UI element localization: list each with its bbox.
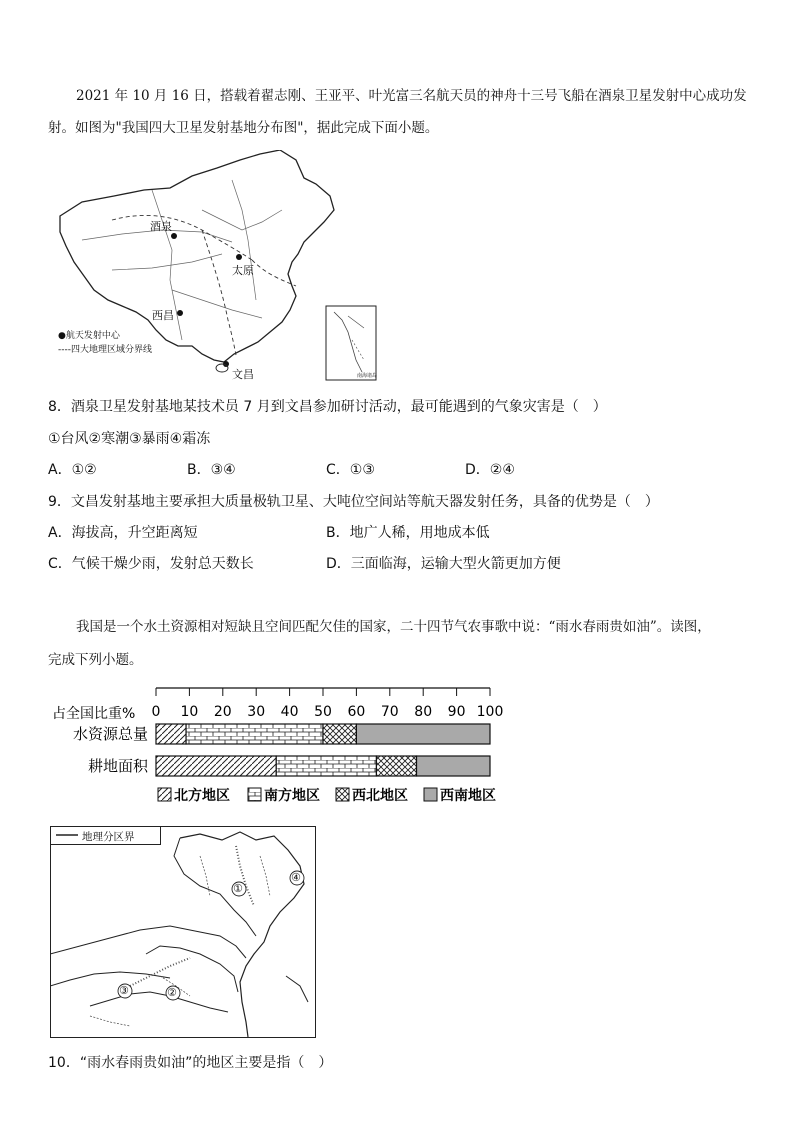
- chart-tick-label: 10: [180, 704, 199, 720]
- chart-tick-label: 40: [280, 704, 299, 720]
- chart-legend-swatch: [158, 788, 171, 801]
- region-map: [50, 826, 316, 1038]
- chart-x-axis-label: 占全国比重%: [52, 706, 136, 722]
- chart-tick-label: 30: [247, 704, 266, 720]
- chart-category-label: 水资源总量: [72, 725, 148, 743]
- passage2-line1: 我国是一个水土资源相对短缺且空间匹配欠佳的国家，二十四节气农事歌中说：“雨水春雨贵如油”。读图，: [76, 619, 711, 635]
- q8-option-a[interactable]: A．①②: [48, 462, 97, 478]
- q8-option-b[interactable]: B．③④: [187, 462, 236, 478]
- chart-bar-segment: [376, 756, 416, 776]
- q9-option-c[interactable]: C．气候干燥少雨，发射总天数长: [48, 556, 254, 572]
- chart-legend-label: 北方地区: [174, 788, 230, 804]
- region-3-label: ③: [119, 984, 129, 997]
- chart-bar-segment: [156, 756, 276, 776]
- chart-legend-label: 西南地区: [440, 788, 496, 804]
- region-4-label: ④: [291, 871, 301, 884]
- q9-option-a[interactable]: A．海拔高，升空距离短: [48, 525, 198, 541]
- chart-legend-swatch: [248, 788, 261, 801]
- chart-tick-label: 50: [314, 704, 332, 720]
- region-2-label: ②: [167, 986, 177, 999]
- chart-tick-label: 70: [380, 704, 399, 720]
- region-map-svg: [50, 826, 316, 1038]
- city-label-xichang: 西昌: [152, 309, 174, 322]
- q9-option-d[interactable]: D．三面临海，运输大型火箭更加方便: [326, 556, 561, 572]
- chart-bar-segment: [156, 724, 186, 744]
- chart-bar-segment: [356, 724, 490, 744]
- chart-bar-segment: [417, 756, 490, 776]
- chart-legend-swatch: [336, 788, 349, 801]
- chart-bar-segment: [186, 724, 323, 744]
- map1-legend-center: ●航天发射中心: [58, 331, 120, 341]
- q9-option-b[interactable]: B．地广人稀，用地成本低: [326, 525, 490, 541]
- chart-bar-segment: [276, 756, 376, 776]
- passage1-line1: 2021 年 10 月 16 日，搭载着翟志刚、王亚平、叶光富三名航天员的神舟十三号飞船在酒泉卫星发射中心成功发: [76, 88, 747, 104]
- chart-bar-segment: [323, 724, 356, 744]
- region-1-label: ①: [233, 882, 243, 895]
- q10-stem: 10．“雨水春雨贵如油”的地区主要是指（ ）: [48, 1055, 333, 1071]
- q8-option-c[interactable]: C．①③: [326, 462, 375, 478]
- chart-legend-label: 西北地区: [352, 788, 408, 804]
- taiyuan-dot: [236, 254, 242, 260]
- chart-category-label: 耕地面积: [87, 757, 148, 775]
- chart-tick-label: 90: [447, 704, 466, 720]
- q8-items: ①台风②寒潮③暴雨④霜冻: [48, 431, 211, 447]
- q8-option-d[interactable]: D．②④: [465, 462, 515, 478]
- map2-legend: 地理分区界: [82, 831, 135, 843]
- chart-legend-swatch: [424, 788, 437, 801]
- q9-stem: 9．文昌发射基地主要承担大质量极轨卫星、大吨位空间站等航天器发射任务，具备的优势是（ ）: [48, 494, 659, 510]
- passage2-line2: 完成下列小题。: [48, 652, 143, 668]
- chart-tick-label: 100: [476, 704, 504, 720]
- xichang-dot: [177, 310, 183, 316]
- chart-tick-label: 0: [151, 704, 161, 720]
- map1-legend-boundary: ----四大地理区域分界线: [58, 345, 152, 355]
- launch-base-map: [52, 150, 382, 385]
- q8-stem: 8．酒泉卫星发射基地某技术员 7 月到文昌参加研讨活动，最可能遇到的气象灾害是（ ）: [48, 399, 607, 415]
- chart-tick-label: 20: [213, 704, 232, 720]
- chart-tick-label: 60: [347, 704, 366, 720]
- chart-tick-label: 80: [414, 704, 433, 720]
- city-label-wenchang: 文昌: [232, 368, 254, 381]
- water-land-share-chart: [48, 680, 508, 810]
- city-label-taiyuan: 太原: [232, 264, 254, 277]
- passage1-line2: 射。如图为"我国四大卫星发射基地分布图"，据此完成下面小题。: [48, 120, 439, 136]
- inset-label: 南海诸岛: [357, 373, 378, 379]
- chart-legend-label: 南方地区: [264, 788, 320, 804]
- city-label-jiuquan: 酒泉: [150, 220, 172, 233]
